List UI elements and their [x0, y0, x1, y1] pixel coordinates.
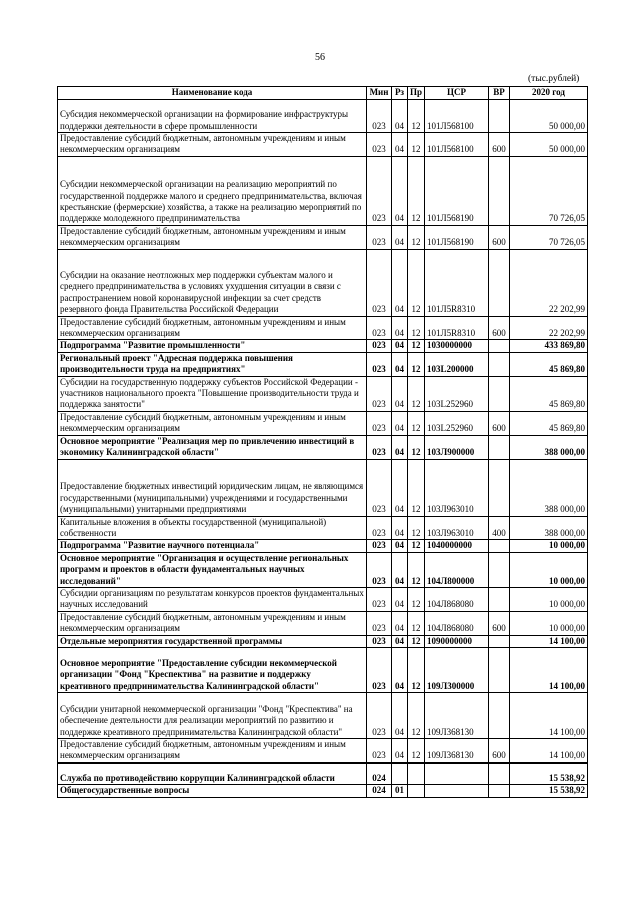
cell-min: 024: [367, 763, 392, 785]
cell-csr: 104Л868080: [425, 611, 489, 635]
cell-name: Субсидии на оказание неотложных мер поддержки субъектам малого и среднего предпринимательства в условиях ухудшения ситуации в связи с распространением новой коронавирусной инфекции за счет средств резервного фонда Правительства Российской Федерации: [58, 249, 367, 316]
cell-pr: 12: [408, 249, 425, 316]
table-row: [58, 100, 588, 133]
header-vr: ВР: [489, 87, 510, 100]
cell-vr: [489, 763, 510, 785]
table-row: [58, 647, 588, 692]
table-row: [58, 133, 588, 157]
cell-pr: 12: [408, 316, 425, 340]
cell-name: Предоставление субсидий бюджетным, автономным учреждениям и иным некоммерческим организациям: [58, 611, 367, 635]
table-header-row: [58, 87, 588, 100]
cell-name: Предоставление субсидий бюджетным, автономным учреждениям и иным некоммерческим организациям: [58, 133, 367, 157]
cell-csr: 104Л800000: [425, 552, 489, 587]
cell-rz: 04: [392, 156, 408, 225]
cell-vr: [489, 785, 510, 797]
table-row: [58, 435, 588, 459]
cell-min: 023: [367, 540, 392, 552]
cell-pr: 12: [408, 692, 425, 738]
header-name: Наименование кода: [58, 87, 367, 100]
cell-rz: 01: [392, 785, 408, 797]
cell-min: 023: [367, 411, 392, 435]
cell-rz: 04: [392, 435, 408, 459]
cell-rz: 04: [392, 133, 408, 157]
cell-amount: 45 869,80: [510, 376, 588, 411]
cell-pr: 12: [408, 738, 425, 762]
cell-csr: 101Л568100: [425, 100, 489, 133]
cell-pr: 12: [408, 411, 425, 435]
cell-rz: [392, 763, 408, 785]
cell-min: 023: [367, 516, 392, 540]
cell-rz: 04: [392, 411, 408, 435]
cell-csr: 1090000000: [425, 635, 489, 647]
cell-vr: [489, 540, 510, 552]
table-row: [58, 552, 588, 587]
cell-name: Основное мероприятие "Организация и осуществление региональных программ и проектов в области фундаментальных научных исследований": [58, 552, 367, 587]
header-pr: Пр: [408, 87, 425, 100]
table-row: [58, 376, 588, 411]
cell-csr: 101Л568190: [425, 156, 489, 225]
cell-min: 023: [367, 100, 392, 133]
cell-csr: 103Л963010: [425, 459, 489, 516]
cell-min: 023: [367, 552, 392, 587]
table-row: [58, 352, 588, 376]
cell-min: 023: [367, 225, 392, 249]
cell-pr: 12: [408, 459, 425, 516]
cell-rz: 04: [392, 552, 408, 587]
cell-pr: 12: [408, 352, 425, 376]
cell-rz: 04: [392, 316, 408, 340]
cell-min: 023: [367, 587, 392, 611]
cell-csr: 101Л5R8310: [425, 316, 489, 340]
cell-vr: [489, 249, 510, 316]
cell-vr: [489, 352, 510, 376]
cell-min: 023: [367, 316, 392, 340]
header-rz: Рз: [392, 87, 408, 100]
cell-amount: 45 869,80: [510, 411, 588, 435]
cell-pr: 12: [408, 635, 425, 647]
units-note: (тыс.рублей): [528, 74, 580, 84]
cell-csr: 103Л963010: [425, 516, 489, 540]
cell-vr: 600: [489, 133, 510, 157]
cell-name: Предоставление бюджетных инвестиций юридическим лицам, не являющимся государственными (муниципальными) учреждениями и государственными (муниципальными) унитарными предприятиями: [58, 459, 367, 516]
cell-min: 023: [367, 647, 392, 692]
cell-min: 023: [367, 133, 392, 157]
table-row: [58, 692, 588, 738]
table-row: [58, 316, 588, 340]
table-row: [58, 785, 588, 797]
table-row: [58, 411, 588, 435]
cell-amount: 10 000,00: [510, 552, 588, 587]
cell-pr: 12: [408, 376, 425, 411]
cell-amount: 15 538,92: [510, 785, 588, 797]
cell-amount: 388 000,00: [510, 516, 588, 540]
cell-amount: 15 538,92: [510, 763, 588, 785]
cell-amount: 433 869,80: [510, 340, 588, 352]
cell-rz: 04: [392, 738, 408, 762]
cell-pr: 12: [408, 516, 425, 540]
cell-pr: 12: [408, 100, 425, 133]
cell-rz: 04: [392, 225, 408, 249]
cell-csr: 103L200000: [425, 352, 489, 376]
cell-pr: 12: [408, 587, 425, 611]
cell-pr: 12: [408, 647, 425, 692]
cell-vr: [489, 587, 510, 611]
cell-vr: [489, 340, 510, 352]
cell-rz: 04: [392, 459, 408, 516]
cell-min: 023: [367, 156, 392, 225]
table-row: [58, 249, 588, 316]
table-row: [58, 763, 588, 785]
cell-pr: 12: [408, 340, 425, 352]
cell-min: 023: [367, 692, 392, 738]
cell-rz: 04: [392, 100, 408, 133]
cell-pr: 12: [408, 435, 425, 459]
cell-name: Субсидии на государственную поддержку субъектов Российской Федерации - участников национального проекта "Повышение производительности труда и поддержка занятости": [58, 376, 367, 411]
cell-name: Основное мероприятие "Реализация мер по привлечению инвестиций в экономику Калининградской области": [58, 435, 367, 459]
cell-amount: 14 100,00: [510, 635, 588, 647]
cell-csr: 109Л368130: [425, 692, 489, 738]
cell-pr: 12: [408, 540, 425, 552]
cell-amount: 22 202,99: [510, 249, 588, 316]
cell-csr: 1040000000: [425, 540, 489, 552]
cell-csr: [425, 785, 489, 797]
cell-rz: 04: [392, 635, 408, 647]
cell-rz: 04: [392, 376, 408, 411]
cell-amount: 14 100,00: [510, 692, 588, 738]
budget-table: [57, 86, 588, 798]
cell-amount: 14 100,00: [510, 647, 588, 692]
cell-name: Предоставление субсидий бюджетным, автономным учреждениям и иным некоммерческим организациям: [58, 738, 367, 762]
cell-rz: 04: [392, 340, 408, 352]
header-min: Мин: [367, 87, 392, 100]
cell-min: 023: [367, 352, 392, 376]
cell-name: Предоставление субсидий бюджетным, автономным учреждениям и иным некоммерческим организациям: [58, 316, 367, 340]
page-number: 56: [315, 52, 325, 63]
cell-min: 023: [367, 376, 392, 411]
cell-csr: 104Л868080: [425, 587, 489, 611]
cell-pr: [408, 785, 425, 797]
cell-name: Служба по противодействию коррупции Калининградской области: [58, 763, 367, 785]
cell-amount: 10 000,00: [510, 611, 588, 635]
cell-amount: 70 726,05: [510, 156, 588, 225]
cell-amount: 70 726,05: [510, 225, 588, 249]
cell-pr: 12: [408, 611, 425, 635]
cell-name: Общегосударственные вопросы: [58, 785, 367, 797]
cell-amount: 388 000,00: [510, 435, 588, 459]
cell-name: Основное мероприятие "Предоставление субсидии некоммерческой организации "Фонд "Креспектива" на развитие и поддержку креативного предпринимательства Калининградской области": [58, 647, 367, 692]
cell-vr: [489, 459, 510, 516]
table-row: [58, 738, 588, 762]
cell-amount: 14 100,00: [510, 738, 588, 762]
cell-rz: 04: [392, 647, 408, 692]
cell-vr: 600: [489, 411, 510, 435]
cell-vr: 600: [489, 316, 510, 340]
cell-csr: 101Л5R8310: [425, 249, 489, 316]
table-row: [58, 540, 588, 552]
table-row: [58, 635, 588, 647]
cell-pr: [408, 763, 425, 785]
cell-csr: 109Л300000: [425, 647, 489, 692]
cell-min: 023: [367, 738, 392, 762]
cell-name: Субсидии некоммерческой организации на реализацию мероприятий по государственной поддержке малого и среднего предпринимательства, включая крестьянские (фермерские) хозяйства, а также на реализацию мероприятий по поддержке молодежного предпринимательства: [58, 156, 367, 225]
cell-min: 024: [367, 785, 392, 797]
cell-name: Предоставление субсидий бюджетным, автономным учреждениям и иным некоммерческим организациям: [58, 225, 367, 249]
cell-csr: 103L252960: [425, 411, 489, 435]
cell-name: Подпрограмма "Развитие промышленности": [58, 340, 367, 352]
cell-name: Предоставление субсидий бюджетным, автономным учреждениям и иным некоммерческим организациям: [58, 411, 367, 435]
cell-vr: 600: [489, 738, 510, 762]
table-row: [58, 340, 588, 352]
cell-csr: 101Л568100: [425, 133, 489, 157]
cell-min: 023: [367, 611, 392, 635]
cell-vr: [489, 692, 510, 738]
cell-vr: [489, 635, 510, 647]
cell-csr: 101Л568190: [425, 225, 489, 249]
cell-pr: 12: [408, 552, 425, 587]
cell-pr: 12: [408, 133, 425, 157]
cell-amount: 388 000,00: [510, 459, 588, 516]
cell-name: Субсидии унитарной некоммерческой организации "Фонд "Креспектива" на обеспечение деятельности для реализации мероприятий по развитию и поддержке креативного предпринимательства Калининградской области": [58, 692, 367, 738]
table-row: [58, 516, 588, 540]
cell-vr: [489, 435, 510, 459]
cell-vr: [489, 376, 510, 411]
cell-csr: 109Л368130: [425, 738, 489, 762]
table-row: [58, 225, 588, 249]
cell-vr: 600: [489, 225, 510, 249]
cell-rz: 04: [392, 692, 408, 738]
cell-csr: 103L252960: [425, 376, 489, 411]
cell-vr: [489, 552, 510, 587]
cell-name: Капитальные вложения в объекты государственной (муниципальной) собственности: [58, 516, 367, 540]
cell-name: Субсидии организациям по результатам конкурсов проектов фундаментальных научных исследований: [58, 587, 367, 611]
cell-name: Субсидия некоммерческой организации на формирование инфраструктуры поддержки деятельности в сфере промышленности: [58, 100, 367, 133]
cell-vr: [489, 647, 510, 692]
cell-min: 023: [367, 249, 392, 316]
cell-rz: 04: [392, 249, 408, 316]
cell-rz: 04: [392, 352, 408, 376]
cell-vr: [489, 100, 510, 133]
cell-name: Региональный проект "Адресная поддержка повышения производительности труда на предприятиях": [58, 352, 367, 376]
table-row: [58, 459, 588, 516]
table-row: [58, 156, 588, 225]
cell-min: 023: [367, 459, 392, 516]
cell-name: Отдельные мероприятия государственной программы: [58, 635, 367, 647]
cell-rz: 04: [392, 611, 408, 635]
cell-min: 023: [367, 635, 392, 647]
cell-name: Подпрограмма "Развитие научного потенциала": [58, 540, 367, 552]
table-row: [58, 587, 588, 611]
cell-min: 023: [367, 435, 392, 459]
table-row: [58, 611, 588, 635]
cell-pr: 12: [408, 156, 425, 225]
cell-csr: [425, 763, 489, 785]
cell-amount: 50 000,00: [510, 100, 588, 133]
cell-rz: 04: [392, 587, 408, 611]
cell-amount: 10 000,00: [510, 587, 588, 611]
header-csr: ЦСР: [425, 87, 489, 100]
cell-amount: 45 869,80: [510, 352, 588, 376]
cell-rz: 04: [392, 516, 408, 540]
cell-vr: 400: [489, 516, 510, 540]
cell-min: 023: [367, 340, 392, 352]
cell-rz: 04: [392, 540, 408, 552]
cell-amount: 22 202,99: [510, 316, 588, 340]
cell-vr: 600: [489, 611, 510, 635]
cell-vr: [489, 156, 510, 225]
cell-csr: 103Л900000: [425, 435, 489, 459]
cell-amount: 10 000,00: [510, 540, 588, 552]
cell-csr: 1030000000: [425, 340, 489, 352]
cell-pr: 12: [408, 225, 425, 249]
cell-amount: 50 000,00: [510, 133, 588, 157]
header-amount: 2020 год: [510, 87, 588, 100]
